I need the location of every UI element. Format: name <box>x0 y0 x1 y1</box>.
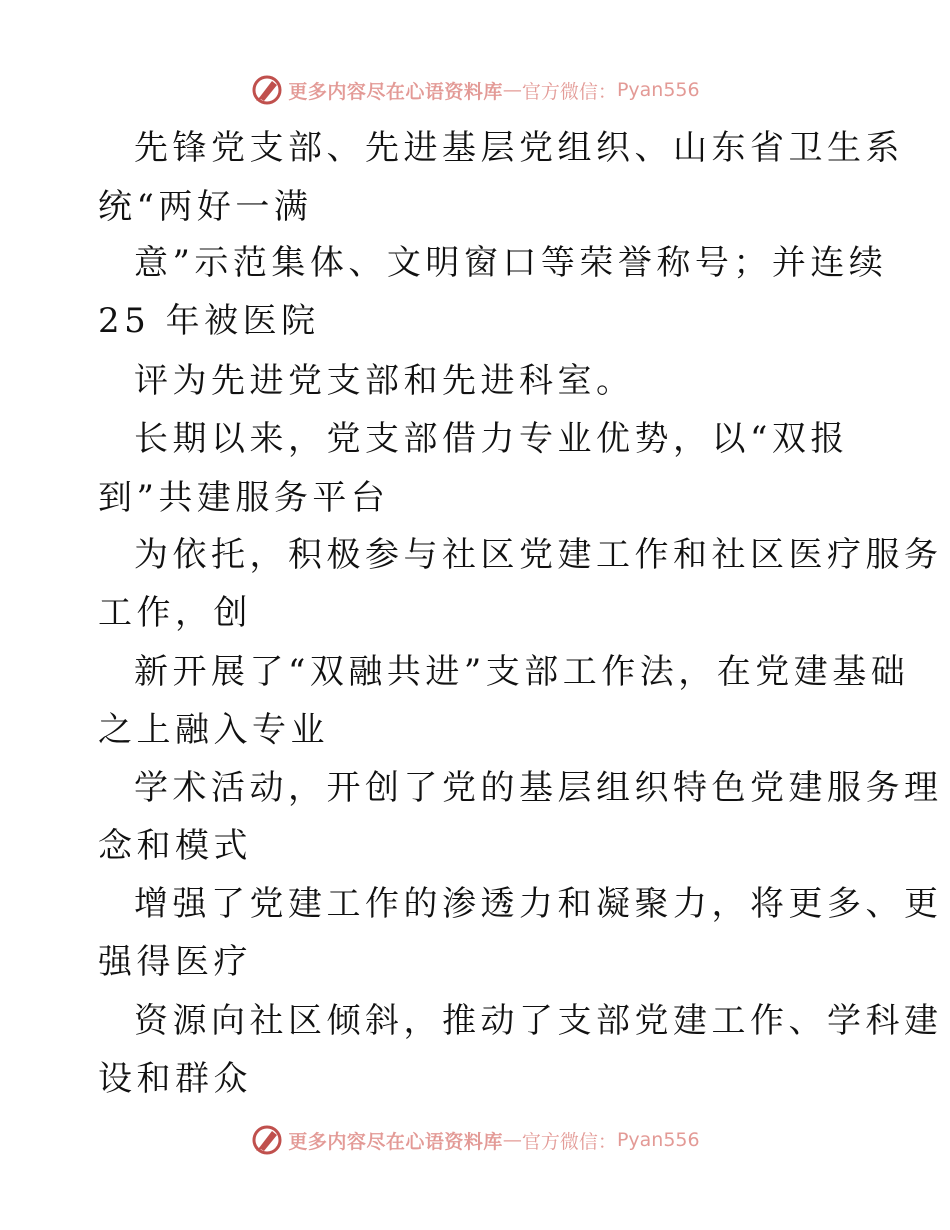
watermark-contact-id: Pyan556 <box>616 1129 700 1151</box>
text-line: 长期以来，党支部借力专业优势，以“双报 <box>134 419 849 459</box>
text-line: 评为先进党支部和先进科室。 <box>134 361 635 401</box>
watermark-contact-label: 官方微信： <box>521 1130 617 1153</box>
text-line: 强得医疗 <box>98 942 252 982</box>
text-line: 设和群众 <box>98 1059 252 1099</box>
watermark-header <box>0 72 950 108</box>
text-line: 增强了党建工作的渗透力和凝聚力，将更多、更 <box>134 884 943 924</box>
watermark-contact-label: 官方微信： <box>521 80 617 103</box>
text-line: 为依托，积极参与社区党建工作和社区医疗服务 <box>134 535 943 575</box>
pen-nib-logo-icon <box>250 73 284 107</box>
watermark-contact-id: Pyan556 <box>616 79 700 101</box>
text-line: 学术活动，开创了党的基层组织特色党建服务理 <box>134 768 943 808</box>
text-line: 先锋党支部、先进基层党组织、山东省卫生系 <box>134 128 904 168</box>
text-line: 到”共建服务平台 <box>98 478 390 518</box>
text-line: 工作，创 <box>98 593 252 633</box>
text-line: 念和模式 <box>98 826 252 866</box>
text-line: 意”示范集体、文明窗口等荣誉称号；并连续 <box>134 243 888 283</box>
watermark-separator: — <box>502 1129 522 1151</box>
text-line: 25 年被医院 <box>98 301 320 341</box>
pen-nib-logo-icon <box>250 1123 284 1157</box>
watermark-brand: 更多内容尽在心语资料库 <box>288 80 503 103</box>
watermark-footer <box>0 1122 950 1158</box>
text-line: 之上融入专业 <box>98 710 329 750</box>
text-line: 新开展了“双融共进”支部工作法，在党建基础 <box>134 652 910 692</box>
text-line: 资源向社区倾斜，推动了支部党建工作、学科建 <box>134 1001 943 1041</box>
watermark-separator: — <box>502 79 522 101</box>
watermark-brand: 更多内容尽在心语资料库 <box>288 1130 503 1153</box>
text-line: 统“两好一满 <box>98 187 313 227</box>
